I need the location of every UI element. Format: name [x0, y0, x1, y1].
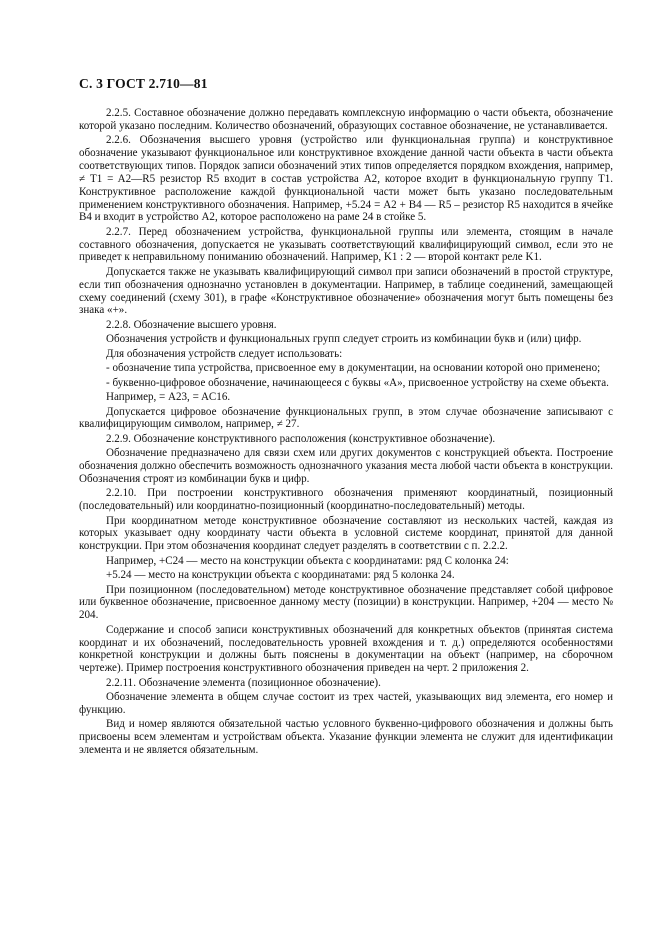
paragraph: Допускается также не указывать квалифицирующий символ при записи обозначений в простой структуре, если тип обозначения однозначно установлен в документации. Например, в таблице соединений, замещающей схему соединений (схему 301), в графе «Конструктивное обозначение» обозначения могут быть помещены без знака «+». — [79, 265, 613, 317]
section-heading-2-2-11: 2.2.11. Обозначение элемента (позиционное обозначение). — [106, 676, 381, 689]
paragraph: Для обозначения устройств следует использовать: — [106, 347, 343, 360]
document-body — [79, 107, 613, 757]
paragraph: Вид и номер являются обязательной частью условного буквенно-цифрового обозначения и должны быть присвоены всем элементам и устройствам объекта. Указание функции элемента не служит для идентификации элемента и не является обязательным. — [79, 718, 613, 757]
paragraph-2-2-5: 2.2.5. Составное обозначение должно передавать комплексную информацию о части объекта, обозначение которой указано последним. Количество обозначений, образующих составное обозначение, не устанавливается. — [79, 107, 613, 132]
paragraph-2-2-10: 2.2.10. При построении конструктивного обозначения применяют координатный, позиционный (последовательный) или координатно-позиционный (координатно-последовательный) методы. — [79, 487, 613, 513]
paragraph-2-2-6: 2.2.6. Обозначения высшего уровня (устройство или функциональная группа) и конструктивное обозначение указывают функциональное или конструктивное вхождение данной части объекта в части объекта соответствующих типов. Порядок записи обозначений этих типов определяется порядком вхождения, например, ≠ T1 = A2—R5 резистор R5 входит в состав устройства A2, которое входит в функциональную группу T1. Конструктивное расположение каждой функциональной части может быть указано последовательным применением конструктивного обозначения. Например, +5.24 = A2 + B4 — R5 – резистор R5 находится в ячейке B4 и входит в устройство A2, которое расположено на раме 24 в стойке 5. — [79, 134, 613, 224]
paragraph: Обозначение предназначено для связи схем или других документов с конструкцией объекта. Построение обозначения должно обеспечить возможность однозначного указания места любой части объекта в конструкции. Обозначения строят из комбинации букв и цифр. — [79, 447, 613, 485]
list-item: - обозначение типа устройства, присвоенное ему в документации, на основании которой оно применено; — [106, 362, 601, 375]
paragraph: При позиционном (последовательном) методе конструктивное обозначение представляет собой цифровое или буквенное обозначение, присвоенное данному месту (позиции) в конструкции. Например, +204 — место № 204. — [79, 583, 613, 622]
example-line: Например, +C24 — место на конструкции объекта с координатами: ряд C колонка 24: — [106, 554, 509, 567]
paragraph: Допускается цифровое обозначение функциональных групп, в этом случае обозначение записывают с квалифицирующим символом, например, ≠ 27. — [79, 405, 613, 431]
example-line: +5.24 — место на конструкции объекта с координатами: ряд 5 колонка 24. — [106, 569, 455, 582]
paragraph: При координатном методе конструктивное обозначение составляют из нескольких частей, каждая из которых указывает одну координату части объекта в условной системе координат, принятой для данной конструкции. При этом обозначения координат следует разделять в соответствии с п. 2.2.2. — [79, 514, 613, 553]
paragraph-2-2-7: 2.2.7. Перед обозначением устройства, функциональной группы или элемента, стоящим в начале составного обозначения, допускается не указывать соответствующий квалифицирующий символ, если это не приведет к неправильному пониманию обозначений. Например, K1 : 2 — второй контакт реле K1. — [79, 225, 613, 264]
paragraph: Обозначение элемента в общем случае состоит из трех частей, указывающих вид элемента, его номер и функцию. — [79, 691, 613, 716]
section-heading-2-2-9: 2.2.9. Обозначение конструктивного расположения (конструктивное обозначение). — [106, 432, 496, 445]
paragraph: Обозначения устройств и функциональных групп следует строить из комбинации букв и (или) цифр. — [106, 333, 582, 346]
page-header: С. 3 ГОСТ 2.710—81 — [79, 76, 208, 91]
list-item: - буквенно-цифровое обозначение, начинающееся с буквы «А», присвоенное устройству на схеме объекта. — [106, 376, 609, 389]
section-heading-2-2-8: 2.2.8. Обозначение высшего уровня. — [106, 318, 277, 331]
example-line: Например, = A23, = AC16. — [106, 391, 231, 404]
paragraph: Содержание и способ записи конструктивных обозначений для конкретных объектов (принятая система координат и их обозначений, последовательность уровней вхождения и т. д.) определяются особенностями конкретной конструкции и должны быть пояснены в документации на объект (например, на сборочном чертеже). Пример построения конструктивного обозначения приведен на черт. 2 приложения 2. — [79, 623, 613, 675]
